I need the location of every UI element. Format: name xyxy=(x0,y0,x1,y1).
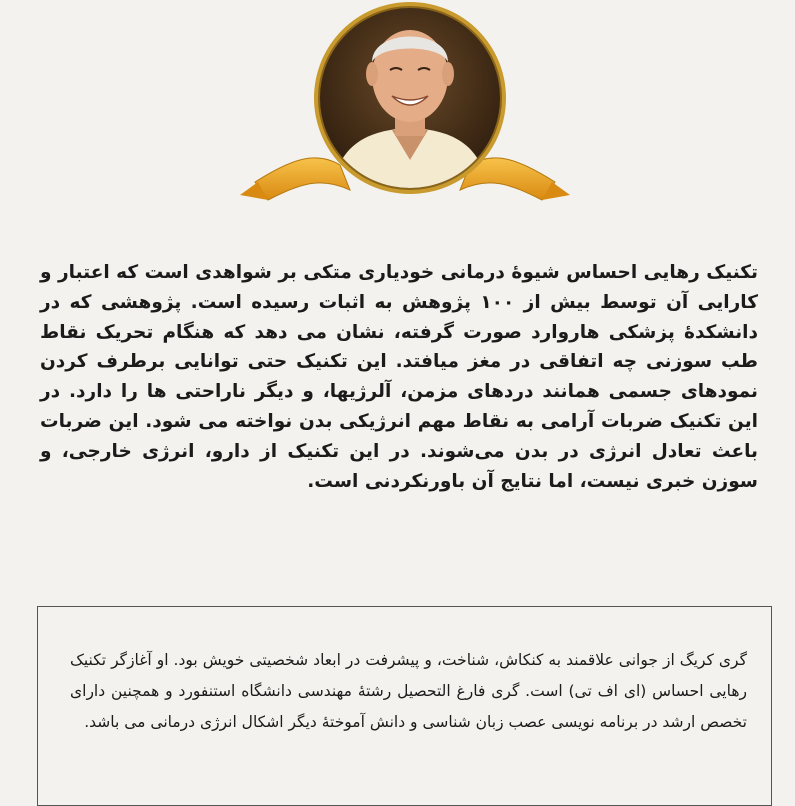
author-bio-paragraph: گری کریگ از جوانی علاقمند به کنکاش، شناخت، و پیشرفت در ابعاد شخصیتی خویش بود. او آغازگر تکنیک رهایی احساس (ای اف تی) است. گری فارغ التحصیل رشتهٔ مهندسی دانشگاه استنفورد و همچنین دارای تخصص ارشد در برنامه نویسی عصب زبان شناسی و دانش آموختهٔ دیگر اشکال انرژی درمانی می باشد. xyxy=(70,651,747,731)
portrait-illustration xyxy=(0,0,795,220)
description-paragraph: تکنیک رهایی احساس شیوهٔ درمانی خودیاری متکی بر شواهدی است که اعتبار و کارایی آن توسط بیش از ۱۰۰ پژوهش به اثبات رسیده است. پژوهشی که در دانشکدهٔ پزشکی هاروارد صورت گرفته، نشان می دهد که هنگام تحریک نقاط طب سوزنی چه اتفاقی در مغز میافتد. این تکنیک حتی توانایی برطرف کردن نمودهای جسمی همانند دردهای مزمن، آلرژیها، و دیگر ناراحتی ها را دارد. در این تکنیک ضربات آرامی به نقاط مهم انرژیکی بدن نواخته می شود. این ضربات باعث تعادل انرژی در بدن می‌شوند. در این تکنیک از دارو، انرژی خارجی، و سوزن خبری نیست، اما نتایج آن باورنکردنی است. xyxy=(40,262,758,492)
description-text xyxy=(40,258,758,496)
author-bio-box xyxy=(37,606,772,806)
author-portrait xyxy=(0,0,795,220)
author-bio-text xyxy=(70,645,747,738)
